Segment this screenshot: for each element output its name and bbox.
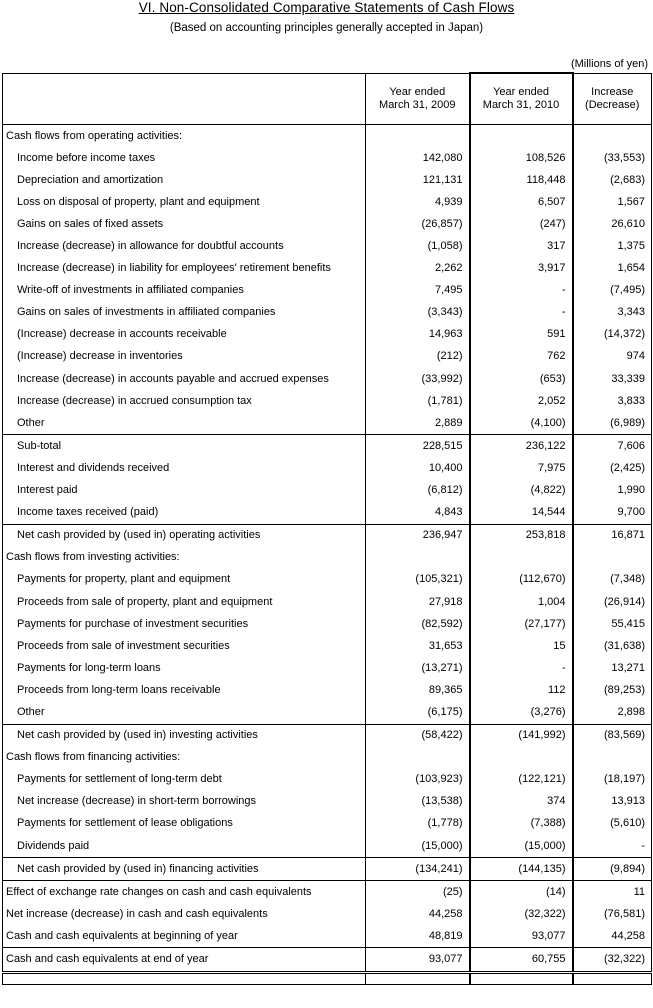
value-change [573,547,652,569]
value-fy2010: 591 [470,324,573,346]
table-row [3,724,652,747]
value-change: 26,610 [611,217,645,230]
value-change [573,747,652,769]
table-row [3,191,652,213]
value-fy2009: (105,321) [366,569,470,591]
table-row [3,302,652,324]
value-fy2009: (1,781) [366,390,470,412]
table-row [3,903,652,925]
value-fy2009: (6,812) [366,480,470,502]
row-label: (Increase) decrease in accounts receivable [17,328,227,341]
value-fy2009 [366,125,470,148]
value-fy2009: (3,343) [366,302,470,324]
value-fy2009: (103,923) [366,769,470,791]
row-label: Gains on sales of fixed assets [17,217,164,230]
value-fy2010: (7,388) [470,813,573,835]
value-fy2009: 93,077 [366,948,470,972]
section-row [3,547,652,569]
row-label: Gains on sales of investments in affiliated companies [17,306,276,319]
value-change [573,125,652,148]
table-row [3,457,652,479]
statement-subtitle: (Based on accounting principles generally accepted in Japan) [169,22,484,34]
header-fy2010-line2: March 31, 2010 [482,99,560,111]
row-label: Net increase (decrease) in short-term borrowings [17,795,257,808]
value-fy2009: 27,918 [366,591,470,613]
table-row [3,435,652,458]
table-row [3,613,652,635]
value-fy2009: 228,515 [366,435,470,458]
cash-flow-table [2,72,652,985]
table-row [3,169,652,191]
table-row [3,235,652,257]
value-fy2009: (1,778) [366,813,470,835]
value-fy2010: 93,077 [470,925,573,948]
bottom-spacer [3,972,652,984]
value-change: 7,606 [573,435,652,458]
row-label: Sub-total [3,435,366,458]
table-row [3,368,652,390]
value-change: 55,415 [611,617,645,630]
table-row [3,147,652,169]
row-label: Cash flows from financing activities: [6,751,181,764]
value-change: (76,581) [604,907,645,920]
value-fy2010: 108,526 [470,147,573,169]
value-change: 1,567 [617,195,645,208]
value-fy2009: (13,538) [366,791,470,813]
header-fy2010-line1: Year ended [493,86,549,98]
header-change-line2: (Decrease) [585,98,640,111]
value-change: 2,898 [617,705,645,718]
table-row [3,791,652,813]
table-row [3,948,652,972]
value-fy2010: 112 [470,679,573,701]
row-label: Cash flows from operating activities: [6,129,183,142]
value-fy2010: 1,004 [470,591,573,613]
table-row [3,412,652,435]
table-row [3,701,652,724]
table-row [3,679,652,701]
row-label: Effect of exchange rate changes on cash and cash equivalents [3,881,366,904]
value-fy2009: 236,947 [366,524,470,547]
value-fy2009 [366,547,470,569]
value-fy2010: 374 [470,791,573,813]
header-change [573,73,652,125]
value-change: 9,700 [617,506,645,519]
row-label: Payments for settlement of lease obligations [17,817,233,830]
value-change: (18,197) [604,773,645,786]
value-change: 33,339 [611,372,645,385]
value-change: (32,322) [573,948,652,972]
value-fy2010: (653) [470,368,573,390]
value-change: (6,989) [610,416,645,429]
value-fy2010: (3,276) [470,701,573,724]
row-label: Net cash provided by (used in) operating activities [3,524,366,547]
table-row [3,591,652,613]
value-fy2009: (134,241) [366,858,470,881]
header-row [3,73,652,125]
header-fy2009-line2: March 31, 2009 [379,98,456,111]
table-row [3,635,652,657]
value-fy2010: 118,448 [470,169,573,191]
header-fy2009-line1: Year ended [389,85,446,98]
value-fy2009: 14,963 [366,324,470,346]
row-label: Cash flows from investing activities: [6,551,180,564]
row-label: Dividends paid [17,839,90,852]
value-fy2009: 7,495 [366,280,470,302]
value-change: 3,343 [617,306,645,319]
table-row [3,881,652,904]
value-fy2010: - [470,657,573,679]
value-fy2009: 10,400 [366,457,470,479]
row-label: Net cash provided by (used in) financing activities [3,858,366,881]
value-fy2009: (1,058) [366,235,470,257]
value-fy2010: - [470,302,573,324]
value-fy2009: 44,258 [366,903,470,925]
value-fy2010 [470,547,573,569]
value-fy2010: (141,992) [470,724,573,747]
value-fy2010: (112,670) [470,569,573,591]
value-fy2009: 4,843 [366,502,470,525]
value-change: 3,833 [617,394,645,407]
table-row [3,480,652,502]
value-change: (7,495) [610,284,645,297]
row-label: Increase (decrease) in accrued consumption tax [17,394,252,407]
value-fy2009: (25) [366,881,470,904]
value-fy2010: 7,975 [470,457,573,479]
value-change: (31,638) [604,639,645,652]
value-fy2010: 15 [470,635,573,657]
row-label: Cash and cash equivalents at end of year [3,948,366,972]
row-label: Cash and cash equivalents at beginning of year [6,929,238,942]
table-row [3,524,652,547]
value-change: (2,683) [610,173,645,186]
value-fy2010: - [470,280,573,302]
table-row [3,213,652,235]
value-fy2010: (4,100) [470,412,573,435]
row-label: Depreciation and amortization [17,173,164,186]
value-fy2010: 762 [470,346,573,368]
value-fy2009: 121,131 [366,169,470,191]
value-change: (83,569) [573,724,652,747]
value-fy2009: (6,175) [366,701,470,724]
value-change: (33,553) [604,151,645,164]
table-row [3,858,652,881]
row-label: (Increase) decrease in inventories [17,350,183,363]
value-fy2010 [470,747,573,769]
row-label: Payments for settlement of long-term debt [17,773,222,786]
value-fy2010: (32,322) [470,903,573,925]
value-fy2009: (13,271) [366,657,470,679]
table-row [3,835,652,858]
value-change: 1,654 [617,262,645,275]
value-change: - [641,839,645,852]
header-fy2009 [366,73,470,125]
table-row [3,502,652,525]
value-fy2010: 14,544 [470,502,573,525]
value-fy2009: (33,992) [366,368,470,390]
value-fy2009: (58,422) [366,724,470,747]
section-row [3,125,652,148]
row-label: Proceeds from long-term loans receivable [17,683,221,696]
header-fy2010 [470,73,573,125]
value-change: 1,990 [617,484,645,497]
row-label: Interest paid [17,484,78,497]
value-fy2009: 2,889 [366,412,470,435]
row-label: Income before income taxes [17,151,156,164]
value-change: 1,375 [617,240,645,253]
value-fy2009: 4,939 [366,191,470,213]
table-row [3,569,652,591]
section-row [3,747,652,769]
value-change: 13,271 [611,661,645,674]
row-label: Loss on disposal of property, plant and equipment [17,195,260,208]
header-blank [3,73,366,125]
row-label: Payments for long-term loans [17,661,161,674]
value-fy2010 [470,125,573,148]
value-fy2009: (26,857) [366,213,470,235]
row-label: Net cash provided by (used in) investing activities [3,724,366,747]
table-row [3,324,652,346]
value-change: (9,894) [573,858,652,881]
table-row [3,813,652,835]
value-fy2009: (212) [366,346,470,368]
table-row [3,258,652,280]
statement-title: VI. Non-Consolidated Comparative Statements of Cash Flows [138,0,515,15]
value-fy2010: (247) [470,213,573,235]
row-label: Increase (decrease) in accounts payable and accrued expenses [17,372,329,385]
value-change: (26,914) [604,595,645,608]
row-label: Increase (decrease) in allowance for doubtful accounts [17,240,284,253]
value-fy2010: (15,000) [470,835,573,858]
value-fy2010: (14) [470,881,573,904]
row-label: Proceeds from sale of investment securities [17,639,230,652]
value-fy2010: 317 [470,235,573,257]
table-row [3,390,652,412]
value-fy2010: (122,121) [470,769,573,791]
value-fy2010: (144,135) [470,858,573,881]
value-fy2010: (4,822) [470,480,573,502]
row-label: Proceeds from sale of property, plant and equipment [17,595,273,608]
value-change: (5,610) [610,817,645,830]
table-row [3,657,652,679]
value-fy2010: 236,122 [470,435,573,458]
value-change: (89,253) [604,683,645,696]
spacer-cell [366,972,470,984]
value-fy2009: 31,653 [366,635,470,657]
row-label: Write-off of investments in affiliated companies [17,284,244,297]
table-row [3,280,652,302]
value-change: 16,871 [573,524,652,547]
spacer-cell [470,972,573,984]
row-label: Other [17,705,45,718]
spacer-cell [573,972,652,984]
spacer-cell [3,972,366,984]
row-label: Net increase (decrease) in cash and cash equivalents [6,907,268,920]
value-fy2010: 6,507 [470,191,573,213]
row-label: Increase (decrease) in liability for employees' retirement benefits [17,262,331,275]
row-label: Other [17,416,45,429]
row-label: Income taxes received (paid) [17,506,159,519]
table-row [3,925,652,948]
value-change: (2,425) [610,461,645,474]
value-fy2010: 3,917 [470,258,573,280]
value-fy2009: 2,262 [366,258,470,280]
value-change: (14,372) [604,328,645,341]
row-label: Interest and dividends received [17,461,170,474]
value-fy2010: 2,052 [470,390,573,412]
value-fy2009: 48,819 [366,925,470,948]
value-fy2009 [366,747,470,769]
value-change: (7,348) [610,573,645,586]
units-note: (Millions of yen) [570,58,648,70]
value-fy2009: (82,592) [366,613,470,635]
row-label: Payments for property, plant and equipment [17,573,231,586]
table-row [3,769,652,791]
value-change: 13,913 [611,795,645,808]
value-fy2010: 253,818 [470,524,573,547]
value-change: 974 [626,350,645,363]
value-fy2009: 89,365 [366,679,470,701]
header-change-line1: Increase [591,85,634,98]
table-row [3,346,652,368]
value-fy2009: (15,000) [366,835,470,858]
value-change: 11 [573,881,652,904]
value-fy2009: 142,080 [366,147,470,169]
row-label: Payments for purchase of investment securities [17,617,249,630]
value-change: 44,258 [611,929,645,942]
value-fy2010: 60,755 [470,948,573,972]
value-fy2010: (27,177) [470,613,573,635]
